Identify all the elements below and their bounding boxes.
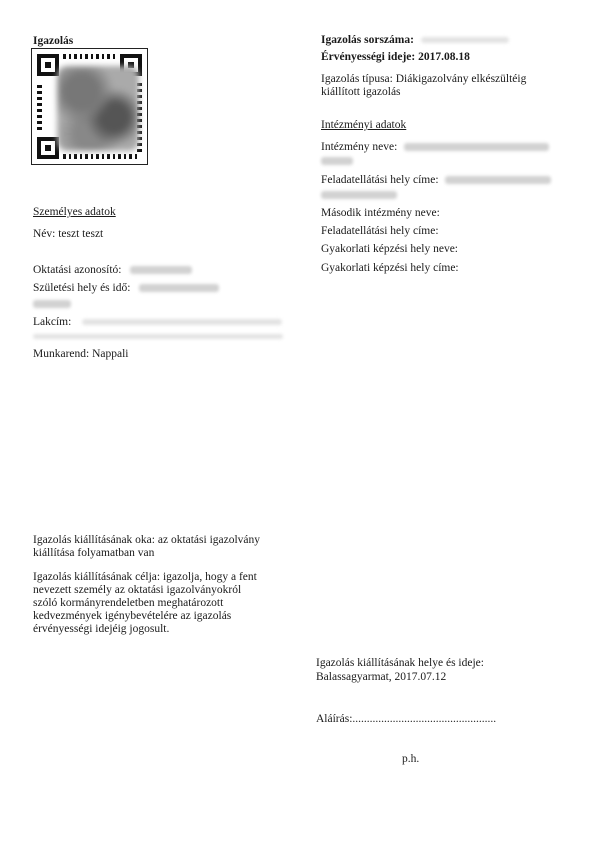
serial-field bbox=[321, 33, 509, 47]
address-field-cont bbox=[33, 329, 283, 343]
redacted-value bbox=[82, 319, 282, 325]
redacted-value bbox=[130, 266, 192, 274]
birth-field bbox=[33, 281, 219, 295]
validity-field: Érvényességi ideje: 2017.08.18 bbox=[321, 51, 470, 63]
edu-id-field bbox=[33, 263, 192, 277]
purpose-line: nevezett személy az oktatási igazolványokról bbox=[33, 584, 242, 596]
redacted-value bbox=[421, 37, 509, 43]
task-place-label: Feladatellátási hely címe: bbox=[321, 174, 439, 186]
institution-name-label: Intézmény neve: bbox=[321, 141, 398, 153]
task-place-cont bbox=[321, 188, 397, 202]
issue-line-1: Igazolás kiállításának helye és ideje: bbox=[316, 657, 484, 669]
address-field bbox=[33, 315, 282, 329]
issue-line-2: Balassagyarmat, 2017.07.12 bbox=[316, 671, 447, 683]
personal-data-heading: Személyes adatok bbox=[33, 206, 116, 218]
redacted-value bbox=[139, 284, 219, 292]
redacted-value bbox=[321, 157, 353, 165]
birth-label: Születési hely és idő: bbox=[33, 282, 131, 294]
redacted-value bbox=[404, 143, 549, 151]
signature-line: Aláírás:.................................................. bbox=[316, 713, 497, 725]
task-place-2-field: Feladatellátási hely címe: bbox=[321, 225, 439, 237]
document-title: Igazolás bbox=[33, 35, 74, 47]
practice-name-field: Gyakorlati képzési hely neve: bbox=[321, 243, 458, 255]
practice-address-field: Gyakorlati képzési hely címe: bbox=[321, 262, 459, 274]
purpose-line: Igazolás kiállításának célja: igazolja, hogy a fent bbox=[33, 571, 257, 583]
reason-line-2: kiállítása folyamatban van bbox=[33, 547, 155, 559]
second-institution-field: Második intézmény neve: bbox=[321, 207, 440, 219]
type-line-2: kiállított igazolás bbox=[321, 86, 401, 98]
institution-name-cont bbox=[321, 154, 353, 168]
serial-label: Igazolás sorszáma: bbox=[321, 34, 414, 46]
birth-field-cont bbox=[33, 297, 71, 311]
qr-finder-bottom-left bbox=[37, 137, 59, 159]
task-place-field bbox=[321, 173, 551, 187]
institution-name-field bbox=[321, 140, 549, 154]
schedule-field: Munkarend: Nappali bbox=[33, 348, 129, 360]
redacted-value bbox=[33, 334, 283, 339]
purpose-line: kedvezmények igénybevételére az igazolás bbox=[33, 610, 232, 622]
qr-blurred-area bbox=[57, 66, 139, 151]
redacted-value bbox=[445, 176, 551, 184]
purpose-line: szóló kormányrendeletben meghatározott bbox=[33, 597, 224, 609]
qr-code bbox=[31, 48, 148, 165]
redacted-value bbox=[321, 191, 397, 199]
qr-finder-top-left bbox=[37, 54, 59, 76]
reason-line-1: Igazolás kiállításának oka: az oktatási igazolvány bbox=[33, 534, 261, 546]
redacted-value bbox=[33, 300, 71, 308]
purpose-line: érvényességi idejéig jogosult. bbox=[33, 623, 170, 635]
type-line-1: Igazolás típusa: Diákigazolvány elkészültéig bbox=[321, 73, 527, 85]
institution-heading: Intézményi adatok bbox=[321, 119, 407, 131]
stamp-place: p.h. bbox=[402, 753, 420, 765]
name-field: Név: teszt teszt bbox=[33, 228, 104, 240]
edu-id-label: Oktatási azonosító: bbox=[33, 264, 122, 276]
address-label: Lakcím: bbox=[33, 316, 72, 328]
